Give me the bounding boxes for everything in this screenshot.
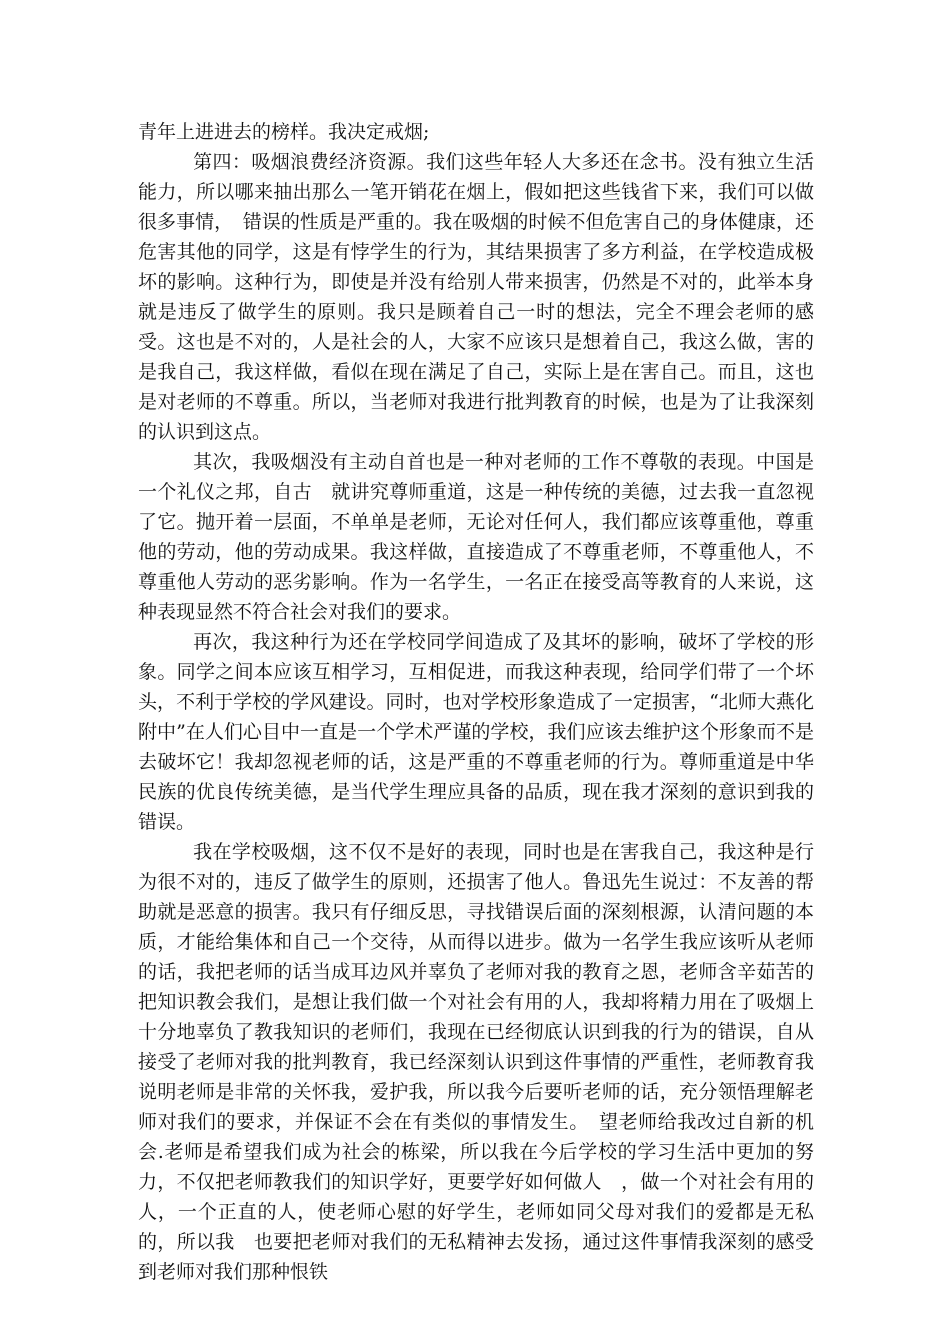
paragraph-2: 第四：吸烟浪费经济资源。我们这些年轻人大多还在念书。没有独立生活能力，所以哪来抽出那么一笔开销花在烟上，假如把这些钱省下来，我们可以做很多事情， 错误的性质是严重的。我在吸烟的时候不但危害自己的身体健康，还危害其他的同学，这是有悖学生的行为，其结果损害了多方利益，在学校造成极坏的影响。这种行为，即使是并没有给别人带来损害，仍然是不对的，此举本身就是违反了做学生的原则。我只是顾着自己一时的想法，完全不理会老师的感受。这也是不对的，人是社会的人，大家不应该只是想着自己，我这么做，害的是我自己，我这样做，看似在现在满足了自己，实际上是在害自己。而且，这也是对老师的不尊重。所以，当老师对我进行批判教育的时候，也是为了让我深刻的认识到这点。 [138, 151, 814, 443]
paragraph-3: 其次，我吸烟没有主动自首也是一种对老师的工作不尊敬的表现。中国是一个礼仪之邦，自古 就讲究尊师重道，这是一种传统的美德，过去我一直忽视了它。抛开着一层面，不单单是老师，无论对任何人，我们都应该尊重他，尊重他的劳动，他的劳动成果。我这样做，直接造成了不尊重老师，不尊重他人，不尊重他人劳动的恶劣影响。作为一名学生，一名正在接受高等教育的人来说，这种表现显然不符合社会对我们的要求。 [138, 451, 814, 623]
paragraph-5: 我在学校吸烟，这不仅不是好的表现，同时也是在害我自己，我这种是行为很不对的，违反了做学生的原则，还损害了他人。鲁迅先生说过：不友善的帮助就是恶意的损害。我只有仔细反思，寻找错误后面的深刻根源，认清问题的本质，才能给集体和自己一个交待，从而得以进步。做为一名学生我应该听从老师的话，我把老师的话当成耳边风并辜负了老师对我的教育之恩，老师含辛茹苦的把知识教会我们，是想让我们做一个对社会有用的人，我却将精力用在了吸烟上十分地辜负了教我知识的老师们，我现在已经彻底认识到我的行为的错误，自从接受了老师对我的批判教育，我已经深刻认识到这件事情的严重性，老师教育我说明老师是非常的关怀我，爱护我，所以我今后要听老师的话，充分领悟理解老师对我们的要求，并保证不会在有类似的事情发生。 望老师给我改过自新的机会.老师是希望我们成为社会的栋梁，所以我在今后学校的学习生活中更加的努力，不仅把老师教我们的知识学好，更要学好如何做人 ，做一个对社会有用的人，一个正直的人，使老师心慰的好学生，老师如同父母对我们的爱都是无私的，所以我 也要把老师对我们的无私精神去发扬，通过这件事情我深刻的感受到老师对我们那种恨铁 [138, 841, 814, 1283]
document-page [138, 117, 814, 1287]
paragraph-1: 青年上进进去的榜样。我决定戒烟; [138, 121, 430, 143]
paragraph-4: 再次，我这种行为还在学校同学间造成了及其坏的影响，破坏了学校的形象。同学之间本应该互相学习，互相促进，而我这种表现，给同学们带了一个坏头，不利于学校的学风建设。同时，也对学校形象造成了一定损害，“北师大燕化附中”在人们心目中一直是一个学术严谨的学校，我们应该去维护这个形象而不是去破坏它！我却忽视老师的话，这是严重的不尊重老师的行为。尊师重道是中华民族的优良传统美德，是当代学生理应具备的品质，现在我才深刻的意识到我的错误。 [138, 631, 814, 833]
